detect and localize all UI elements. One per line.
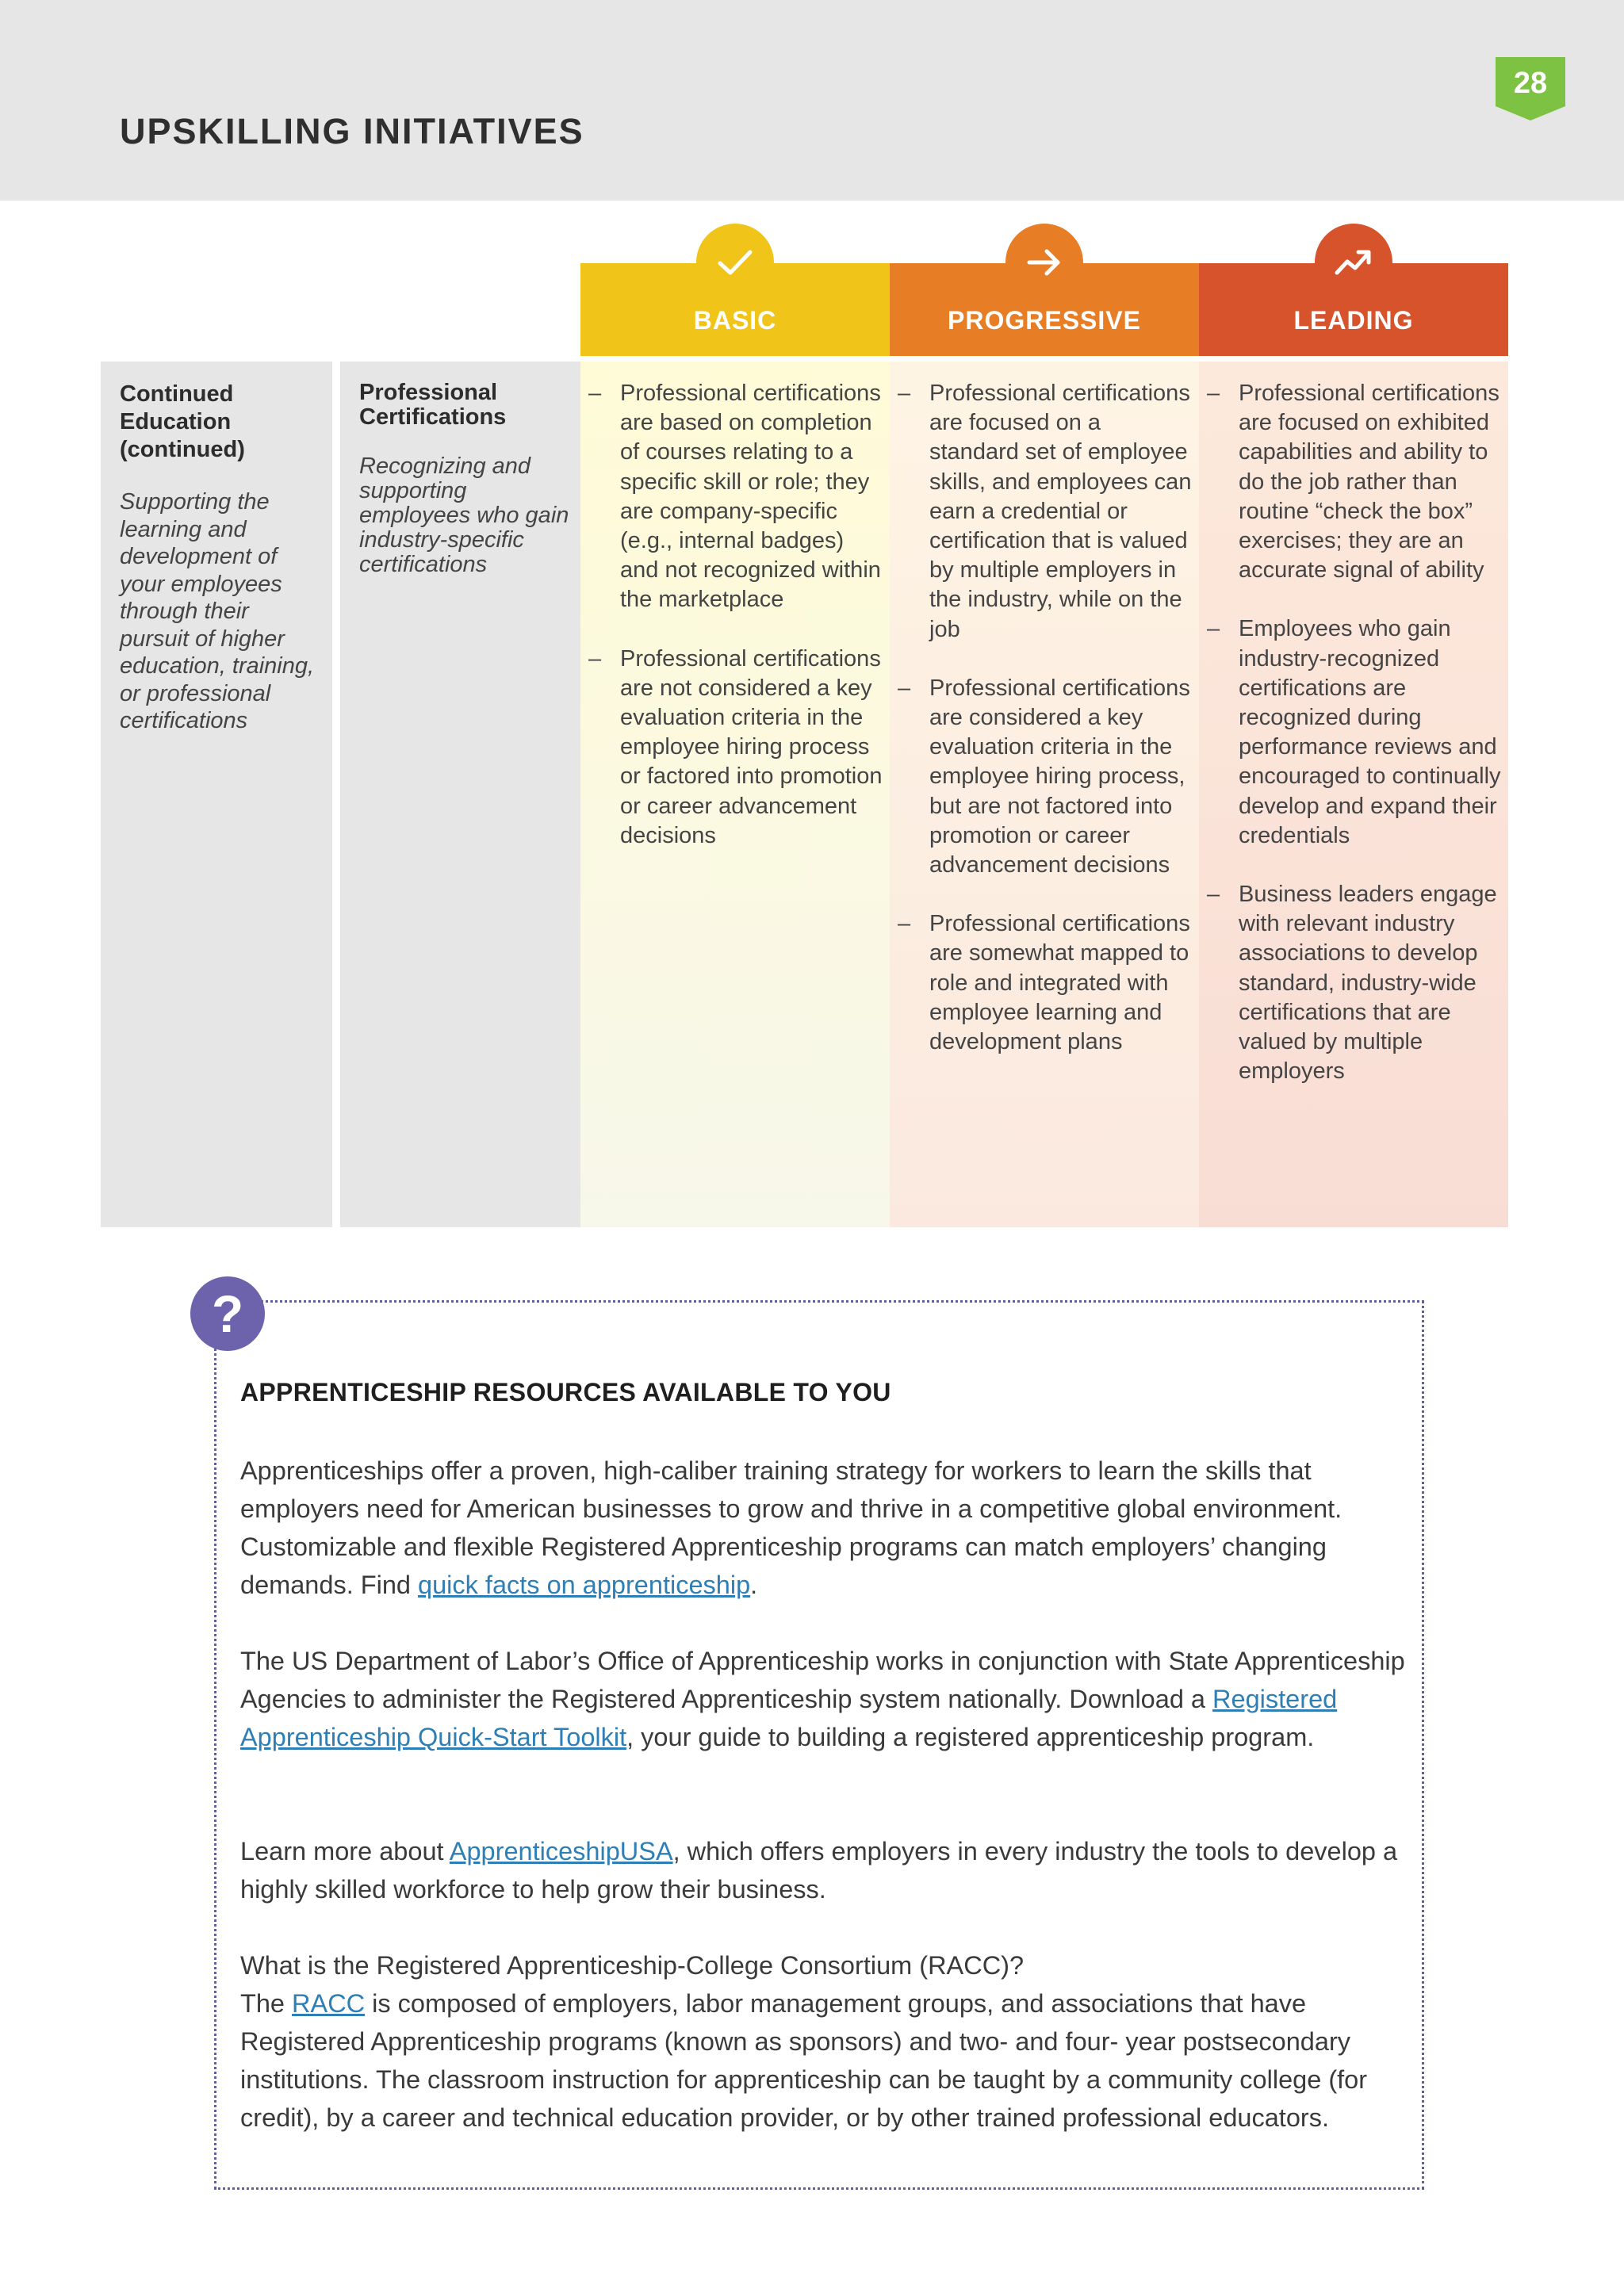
paragraph-text: , your guide to building a registered apprenticeship program. — [626, 1723, 1315, 1751]
trending-up-icon — [1334, 243, 1373, 282]
paragraph-text: is composed of employers, labor management groups, and associations that have Registered Apprenticeship programs (known as sponsors) and two- and four- year postsecondary institutions. The classroom instruction for apprenticeship can be taught by a community college (for credit), by a career and technical education provider, or by other trained professional educators. — [240, 1989, 1368, 2132]
basic-criteria-list — [588, 379, 883, 880]
subcategory-column — [340, 362, 580, 1227]
racc-question: What is the Registered Apprenticeship-College Consortium (RACC)? — [240, 1951, 1025, 1980]
level-icon-circle — [696, 224, 774, 301]
level-label: LEADING — [1293, 306, 1414, 335]
paragraph-text: , which offers employers in every industry the tools to develop a highly skilled workforce to help grow their business. — [240, 1837, 1398, 1904]
list-item — [1207, 379, 1502, 585]
dash-bullet: – — [1207, 616, 1220, 642]
callout-title: APPRENTICESHIP RESOURCES AVAILABLE TO YOU — [240, 1378, 891, 1406]
dash-bullet: – — [898, 381, 911, 406]
question-icon: ? — [190, 1276, 265, 1351]
category-title: Continued Education (continued) — [120, 381, 245, 462]
list-item — [588, 645, 883, 851]
paragraph-text: Learn more about — [240, 1837, 450, 1866]
dash-bullet: – — [1207, 882, 1220, 908]
paragraph-apprenticeships — [240, 1452, 1406, 1604]
dash-bullet: – — [588, 381, 602, 406]
level-label: PROGRESSIVE — [948, 306, 1141, 335]
criteria-text: Professional certifications are not considered a key evaluation criteria in the employee hiring process or factored into promotion or career advancement decisions — [620, 645, 883, 848]
dash-bullet: – — [898, 675, 911, 701]
level-label: BASIC — [693, 306, 777, 335]
level-header-progressive — [890, 263, 1199, 356]
criteria-text: Professional certifications are somewhat mapped to role and integrated with employee learning and development plans — [929, 911, 1190, 1055]
paragraph-text: The — [240, 1989, 293, 2018]
leading-criteria-list — [1207, 379, 1502, 1115]
page-header — [0, 0, 1624, 201]
paragraph-racc — [240, 1946, 1406, 2137]
list-item — [898, 674, 1193, 880]
subcategory-title: Professional Certifications — [359, 380, 507, 430]
check-icon — [715, 243, 755, 282]
page-number-badge — [1496, 57, 1565, 121]
paragraph-text: Apprenticeships offer a proven, high-caliber training strategy for workers to learn the skills that employers need for American businesses to grow and thrive in a competitive global environment. Customizable and flexible Registered Apprenticeship programs can match employers’ changing demands. Find — [240, 1456, 1342, 1599]
criteria-text: Business leaders engage with relevant industry associations to develop standard, industry-wide certifications that are valued by multiple employers — [1239, 882, 1497, 1085]
level-icon-circle — [1315, 224, 1392, 301]
criteria-text: Professional certifications are focused on a standard set of employee skills, and employees can earn a credential or certification that is valued by multiple employers in the industry, while on the job — [929, 381, 1192, 642]
criteria-text: Professional certifications are considered a key evaluation criteria in the employee hiring process, but are not factored into promotion or career advancement decisions — [929, 675, 1190, 878]
level-header-leading — [1199, 263, 1508, 356]
dash-bullet: – — [898, 911, 911, 937]
quick-start-toolkit-link[interactable]: Registered Apprenticeship Quick-Start Toolkit — [240, 1685, 1338, 1751]
paragraph-office-of-apprenticeship — [240, 1642, 1406, 1756]
criteria-text: Professional certifications are based on completion of courses relating to a specific skill or role; they are company-specific (e.g., internal badges) and not recognized within the marketplace — [620, 381, 881, 613]
quick-facts-link[interactable]: quick facts on apprenticeship — [418, 1571, 751, 1599]
section-title: UPSKILLING INITIATIVES — [120, 111, 584, 151]
category-column — [101, 362, 332, 1227]
apprenticeshipusa-link[interactable]: ApprenticeshipUSA — [449, 1837, 673, 1866]
criteria-text: Employees who gain industry-recognized certifications are recognized during performance reviews and encouraged to continually develop and expand their credentials — [1239, 616, 1501, 848]
level-header-basic — [580, 263, 890, 356]
list-item — [1207, 880, 1502, 1086]
list-item — [1207, 614, 1502, 851]
list-item — [588, 379, 883, 615]
list-item — [898, 909, 1193, 1057]
paragraph-apprenticeshipusa — [240, 1832, 1406, 1908]
category-description: Supporting the learning and development of your employees through their pursuit of higher education, training, or professional certifications — [120, 489, 315, 733]
paragraph-text: . — [750, 1571, 758, 1599]
progressive-criteria-list — [898, 379, 1193, 1086]
leading-column — [1199, 362, 1508, 1227]
dash-bullet: – — [1207, 381, 1220, 406]
progressive-column — [890, 362, 1199, 1227]
racc-link[interactable]: RACC — [292, 1989, 366, 2018]
page-number: 28 — [1513, 67, 1548, 100]
list-item — [898, 379, 1193, 645]
basic-column — [580, 362, 890, 1227]
dash-bullet: – — [588, 645, 602, 672]
subcategory-description: Recognizing and supporting employees who gain industry-specific certifications — [359, 453, 569, 577]
level-icon-circle — [1005, 224, 1083, 301]
criteria-text: Professional certifications are focused on exhibited capabilities and ability to do the job rather than routine “check the box” exercises; they are an accurate signal of ability — [1239, 381, 1500, 584]
paragraph-text: The US Department of Labor’s Office of Apprenticeship works in conjunction with State Apprenticeship Agencies to administer the Registered Apprenticeship system nationally. Download a — [240, 1647, 1405, 1713]
arrow-right-icon — [1025, 243, 1064, 282]
